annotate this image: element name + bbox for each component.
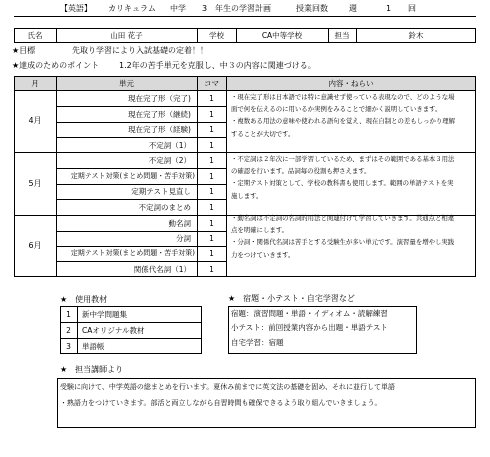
sessions-value: 1 (386, 4, 392, 13)
content-note-june: ・動名詞は不定詞の名詞的用法と関連付けて学習していきます。共通点と相違 点を明確にします。 ・分詞・関係代名詞は苦手とする受験生が多い単元です。演習量を増やし実践 力をつけていきます。 (231, 214, 455, 259)
unit-cell: 不定詞のまとめ (138, 203, 191, 212)
col-header-month: 月 (31, 79, 39, 88)
koma-cell: 1 (209, 94, 214, 103)
koma-cell: 1 (209, 249, 214, 258)
col-header-content: 内容・ねらい (328, 79, 374, 88)
homework-line: 小テスト：前回授業内容から出題・単語テスト (231, 323, 388, 332)
unit-cell: 定期テスト対策(まとめ問題・苦手対策) (70, 249, 195, 257)
koma-cell: 1 (209, 187, 214, 196)
homework-line: 自宅学習：宿題 (231, 338, 284, 347)
month-may: 5月 (28, 179, 42, 188)
goal-text: 先取り学習により入試基礎の定着！！ (72, 46, 208, 55)
material-name: 新中学問題集 (82, 310, 127, 319)
material-name: 単語帳 (82, 342, 105, 351)
unit-cell: 分詞 (176, 234, 191, 243)
koma-cell: 1 (209, 219, 214, 228)
grade-value: 3 (202, 4, 208, 13)
material-no: 1 (66, 310, 71, 319)
per-week-label: 週 (349, 4, 357, 13)
unit-cell: 不定詞（1） (148, 141, 191, 150)
koma-cell: 1 (209, 203, 214, 212)
homework-title: ★ 宿題・小テスト・自宅学習など (228, 294, 355, 303)
curriculum-label: カリキュラム (108, 4, 156, 13)
content-note-may: ・不定詞は２年次に一部学習しているため、まずはその範囲である基本３用法 の確認を行います。品詞毎の役割も押さえます。 ・定期テスト対策として、学校の教科書も使用します。範囲の単語テストを実 施します。 (231, 155, 455, 200)
student-name: 山田 花子 (110, 31, 143, 40)
instructor-line: 受験に向けて、中学英語の総まとめを行います。夏休み前までに英文法の基礎を固め、それに並行して単語 (60, 383, 396, 391)
koma-cell: 1 (209, 172, 214, 181)
school-name: CA中等学校 (261, 31, 303, 40)
koma-cell: 1 (209, 156, 214, 165)
material-no: 2 (66, 326, 71, 335)
unit-cell: 動名詞 (168, 219, 191, 228)
point-label: ★達成のためのポイント (12, 61, 100, 70)
month-april: 4月 (28, 116, 42, 125)
sessions-unit: 回 (408, 4, 416, 13)
teacher-name: 鈴木 (408, 31, 424, 40)
content-note-april: ・現在完了形は日本語では特に意識せず使っている表現なので、どのような場 面で何を伝えるのに用いるか実例をみることで細かく説明していきます。 ・複数ある用法の意味や使われる語句を覚え、現在自制との差もしっかり理解 することが大切です。 (231, 93, 456, 138)
instructor-title: ★ 担当講師より (60, 365, 124, 374)
unit-cell: 不定詞（2） (148, 156, 191, 165)
koma-cell: 1 (209, 141, 214, 150)
koma-cell: 1 (209, 125, 214, 134)
material-no: 3 (66, 342, 71, 351)
plan-title: 年生の学習計画 (215, 4, 271, 13)
sessions-label: 授業回数 (296, 4, 328, 13)
unit-cell: 関係代名詞（1） (133, 265, 191, 274)
unit-cell: 定期テスト対策(まとめ問題・苦手対策) (70, 172, 195, 180)
col-header-unit: 単元 (119, 79, 134, 88)
unit-cell: 現在完了形（完了) (128, 94, 191, 103)
material-name: CAオリジナル教材 (82, 326, 145, 335)
koma-cell: 1 (209, 234, 214, 243)
goal-label: ★目標 (12, 46, 36, 55)
unit-cell: 定期テスト見直し (131, 187, 191, 196)
materials-title: ★ 使用教材 (60, 295, 108, 304)
grade-label: 中学 (170, 4, 186, 13)
month-june: 6月 (28, 241, 42, 250)
instructor-line: ・熟語力をつけていきます。部活と両立しながら自習時間も確保できるよう取り組んでいきましょう。 (60, 399, 382, 407)
unit-cell: 現在完了形（経験) (128, 125, 191, 134)
name-label: 氏名 (27, 31, 43, 40)
point-text: 1.2年の苦手単元を克服し、中３の内容に関連づける。 (119, 61, 316, 70)
unit-cell: 現在完了形（継続) (128, 110, 191, 119)
subject-label: 【英語】 (60, 4, 92, 13)
koma-cell: 1 (209, 110, 214, 119)
homework-line: 宿題：演習問題・単語・イディオム・読解練習 (231, 309, 388, 318)
col-header-koma: コマ (204, 79, 219, 88)
school-label: 学校 (209, 31, 224, 40)
teacher-label: 担当 (334, 31, 350, 40)
koma-cell: 1 (209, 265, 214, 274)
